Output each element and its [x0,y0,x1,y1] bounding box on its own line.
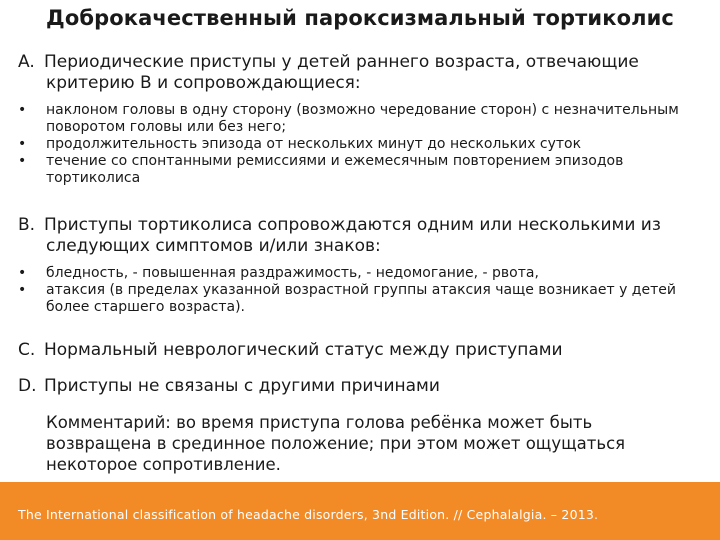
section-c-letter: C. [18,340,36,360]
list-item: • атаксия (в пределах указанной возрастной группы атаксия чаще возникает у детей более старшего возраста). [18,282,676,315]
bullet-icon: • [18,136,27,152]
list-item: • наклоном головы в одну сторону (возможно чередование сторон) с незначительным поворотом головы или без него; [18,102,679,135]
comment-line1: Комментарий: во время приступа голова ребёнка может быть [46,413,593,432]
bullet-icon: • [18,153,27,169]
bullet-icon: • [18,265,27,281]
section-c-heading [0,340,720,361]
section-d-letter: D. [18,376,37,396]
section-a-heading-line1: Периодические приступы у детей раннего возраста, отвечающие [44,52,639,72]
bullet-icon: • [18,102,27,118]
section-c [0,340,720,361]
section-a [0,52,720,187]
section-d-heading-line1: Приступы не связаны с другими причинами [44,376,440,396]
bullet-icon: • [18,282,27,298]
section-b-heading [0,215,720,257]
section-d [0,376,720,397]
list-item: • бледность, - повышенная раздражимость, - недомогание, - рвота, [18,265,539,281]
comment [46,412,686,475]
list-item: • течение со спонтанными ремиссиями и ежемесячным повторением эпизодов тортиколиса [18,153,624,186]
footer-bar [0,482,720,540]
section-c-heading-line1: Нормальный неврологический статус между приступами [44,340,563,360]
section-b-heading-line2: следующих симптомов и/или знаков: [46,236,381,256]
section-d-heading [0,376,720,397]
page-title: Доброкачественный пароксизмальный тортиколис [46,6,674,30]
comment-line3: некоторое сопротивление. [46,455,281,474]
section-a-heading [0,52,720,94]
comment-line2: возвращена в срединное положение; при этом может ощущаться [46,434,626,453]
section-b-heading-line1: Приступы тортиколиса сопровождаются одним или несколькими из [44,215,661,235]
section-a-heading-line2: критерию B и сопровождающиеся: [46,73,361,93]
list-item: • продолжительность эпизода от нескольких минут до нескольких суток [18,136,582,152]
section-b-bullets [0,265,720,316]
footer-citation: The International classification of headache disorders, 3nd Edition. // Cephalalgia. – 2013. [18,507,599,522]
section-a-letter: A. [18,52,35,72]
section-a-bullets [0,102,720,187]
section-b [0,215,720,316]
section-b-letter: B. [18,215,36,235]
